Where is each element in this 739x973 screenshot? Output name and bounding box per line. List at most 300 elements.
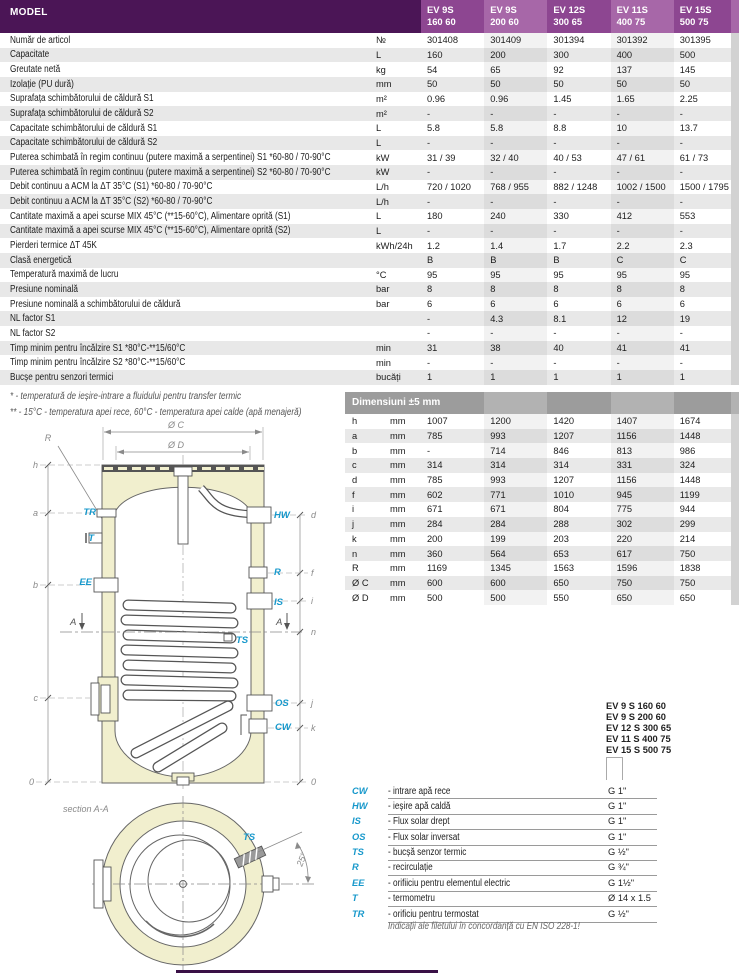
dim-label-k: k <box>311 723 316 733</box>
dimension-value: 944 <box>679 504 696 515</box>
cell-value: - <box>679 108 683 119</box>
dim-label-n: n <box>311 627 317 637</box>
table-edge <box>731 33 739 48</box>
cell-value: 882 / 1248 <box>553 181 598 192</box>
dimension-unit: mm <box>390 431 406 442</box>
table-row <box>0 150 739 165</box>
row-unit: L <box>376 225 382 236</box>
cell-value: 2.25 <box>679 93 698 104</box>
cell-value: 8 <box>679 284 685 295</box>
table-row <box>0 326 739 341</box>
row-label <box>0 137 376 148</box>
connection-size: G 1" <box>608 785 627 796</box>
connection-label-cw: CW <box>275 722 291 733</box>
dimension-value: 1407 <box>611 414 674 429</box>
dimension-value: 1448 <box>679 431 701 442</box>
table-edge <box>731 458 739 473</box>
dimension-value: 550 <box>553 592 569 603</box>
connection-description <box>388 909 499 920</box>
dimension-unit: mm <box>390 592 406 603</box>
row-label-text: Timp minim pentru încălzire S1 *80°C-**15/60°C <box>10 342 186 354</box>
connection-size: G ¾" <box>608 862 629 873</box>
dimension-value: 324 <box>679 460 696 471</box>
table-row <box>0 194 739 209</box>
cell-value: 95 <box>611 268 674 283</box>
dimension-letter: d <box>352 475 358 486</box>
dimension-row <box>345 517 739 532</box>
cell-value: 1.45 <box>553 93 572 104</box>
cell-value: 95 <box>427 269 438 280</box>
cell-value: 50 <box>679 79 691 90</box>
dimension-value: 1010 <box>553 489 575 500</box>
model-list-item: EV 11 S 400 75 <box>606 733 671 744</box>
cell-value: B <box>427 255 434 266</box>
table-row <box>0 121 739 136</box>
cell-value: 301395 <box>679 35 711 46</box>
row-unit: L <box>376 211 382 222</box>
connection-label-ts: TS <box>236 635 249 646</box>
cell-value: 50 <box>427 79 438 90</box>
cell-value: 41 <box>679 343 691 354</box>
dimension-value: 1169 <box>427 563 447 574</box>
spec-table-header <box>0 0 739 33</box>
cell-value: 31 / 39 <box>427 152 456 163</box>
table-edge <box>731 517 739 532</box>
connection-size: G ½" <box>608 847 629 858</box>
row-label <box>0 313 376 324</box>
dimension-row <box>345 414 739 429</box>
dimension-value: 653 <box>553 548 569 559</box>
dimension-value: 1200 <box>484 414 547 429</box>
cell-value: - <box>679 328 683 339</box>
dimension-value: 500 <box>484 590 547 605</box>
cell-value: 47 / 61 <box>611 150 674 165</box>
table-row <box>0 77 739 92</box>
cell-value: 31 <box>427 343 438 354</box>
model-list-item: EV 9 S 160 60 <box>606 701 666 711</box>
table-edge <box>731 502 739 517</box>
row-unit: L <box>376 49 382 60</box>
table-edge <box>731 487 739 502</box>
row-unit: L/h <box>376 181 389 192</box>
cell-value: 330 <box>553 211 569 222</box>
cell-value: - <box>553 196 557 207</box>
dim-label-oc: Ø C <box>167 420 185 430</box>
model-size: 500 75 <box>679 15 709 27</box>
cell-value: - <box>553 357 557 368</box>
cell-value: 301408 <box>427 35 459 46</box>
cell-value: 4.3 <box>484 311 547 326</box>
row-unit: m² <box>376 108 387 119</box>
table-edge <box>731 576 739 591</box>
row-label <box>0 108 376 119</box>
dimension-value: 813 <box>611 443 674 458</box>
dimension-value: 288 <box>553 519 569 530</box>
cell-value: 1002 / 1500 <box>611 180 674 195</box>
connection-description-text: - ieșire apă caldă <box>388 800 451 812</box>
cell-value: 8 <box>611 282 674 297</box>
row-label <box>0 343 376 354</box>
connection-description <box>388 878 537 889</box>
model-header-label: MODEL <box>10 7 48 18</box>
legend-row <box>345 892 657 907</box>
row-label-text: Pierderi termice ΔT 45K <box>10 240 97 252</box>
dimension-unit: mm <box>390 504 406 515</box>
dim-label-zero-right: 0 <box>311 777 317 787</box>
table-edge <box>731 238 739 253</box>
table-edge <box>731 136 739 151</box>
legend-row <box>345 815 657 830</box>
connection-description-text: - Flux solar drept <box>388 816 450 828</box>
row-label-text: Presiune nominală a schimbătorului de căldură <box>10 298 181 310</box>
cell-value: - <box>611 136 674 151</box>
cell-value: 400 <box>611 48 674 63</box>
row-label-text: Capacitate <box>10 49 50 61</box>
dimensions-title: Dimensiuni ±5 mm <box>345 392 484 414</box>
connection-description-text: - termometru <box>388 893 435 905</box>
table-row <box>0 282 739 297</box>
dimension-letter: a <box>352 431 358 442</box>
connection-code: OS <box>352 831 366 842</box>
connection-label-t: T <box>88 533 94 544</box>
dim-label-j: j <box>311 698 313 708</box>
section-label-ts: TS <box>243 832 256 843</box>
cell-value: 137 <box>611 62 674 77</box>
cell-value: 95 <box>553 269 564 280</box>
cell-value: - <box>553 328 557 339</box>
cell-value: 553 <box>679 211 696 222</box>
model-list-item: EV 15 S 500 75 <box>606 744 672 755</box>
connection-label-ee: EE <box>79 577 92 588</box>
cell-value: - <box>484 355 547 370</box>
table-edge <box>731 165 739 180</box>
cell-value: 12 <box>611 311 674 326</box>
row-label <box>0 196 376 207</box>
dimension-value: 993 <box>484 429 547 444</box>
row-unit: kg <box>376 64 386 75</box>
legend-row-body <box>388 846 657 861</box>
table-edge <box>731 561 739 576</box>
cell-value: 1.65 <box>611 92 674 107</box>
table-row <box>0 106 739 121</box>
dimension-value: 1156 <box>611 429 674 444</box>
cell-value: 95 <box>484 268 547 283</box>
connection-size: G 1½" <box>608 877 635 888</box>
section-marker-a-left: A <box>70 617 77 628</box>
table-edge <box>731 180 739 195</box>
cell-value: - <box>484 106 547 121</box>
legend-row <box>345 799 657 814</box>
model-column-header <box>421 0 484 33</box>
dim-label-od: Ø D <box>167 440 185 450</box>
dim-label-d: d <box>311 510 317 520</box>
model-size: 160 60 <box>427 15 456 27</box>
legend-row-body <box>388 830 657 845</box>
model-name: EV 12S <box>553 4 586 15</box>
dimension-value: 650 <box>553 577 569 588</box>
connection-code: HW <box>352 800 368 811</box>
dimension-unit: mm <box>390 489 406 500</box>
row-unit: min <box>376 343 391 354</box>
row-label <box>0 299 376 310</box>
table-edge <box>731 77 739 92</box>
dimension-value: 302 <box>611 517 674 532</box>
row-unit: L/h <box>376 196 389 207</box>
cell-value: - <box>553 167 557 178</box>
cell-value: - <box>553 108 557 119</box>
model-list-item: EV 9 S 200 60 <box>606 711 666 722</box>
row-label <box>0 64 376 75</box>
dim-label-h: h <box>32 460 38 470</box>
row-label <box>0 123 376 134</box>
table-row <box>0 209 739 224</box>
connection-code: T <box>352 893 358 904</box>
cell-value: 1.4 <box>484 238 547 253</box>
cell-value: - <box>427 137 431 148</box>
dim-label-a: a <box>32 508 38 518</box>
dimension-value: 600 <box>427 577 443 588</box>
model-list <box>606 701 671 756</box>
connection-code: R <box>352 862 359 873</box>
dimension-value: 775 <box>611 502 674 517</box>
dimension-value: 602 <box>427 489 443 500</box>
row-label-text: Puterea schimbată în regim continuu (putere maximă a serpentinei) S2 *60-80 / 70-90°C <box>10 166 331 178</box>
connection-description-text: - recirculație <box>388 862 433 874</box>
cell-value: 768 / 955 <box>484 180 547 195</box>
table-row <box>0 224 739 239</box>
row-label <box>0 152 376 163</box>
row-unit: °C <box>376 269 387 280</box>
dimension-row <box>345 546 739 561</box>
dimension-value: 1007 <box>427 416 448 427</box>
cell-value: 200 <box>484 48 547 63</box>
dimension-unit: mm <box>390 416 406 427</box>
dimension-row <box>345 532 739 547</box>
table-row <box>0 180 739 195</box>
dimension-value: 1420 <box>553 416 575 427</box>
dim-label-i: i <box>311 596 313 606</box>
dimension-value: 1345 <box>484 561 547 576</box>
connection-label-r: R <box>274 567 281 578</box>
spec-table-body <box>0 33 739 385</box>
cell-value: - <box>553 225 557 236</box>
table-row <box>0 165 739 180</box>
table-edge <box>731 0 739 33</box>
dimension-row <box>345 429 739 444</box>
cell-value: 5.8 <box>427 123 440 134</box>
dimension-value: 785 <box>427 431 443 442</box>
cell-value: - <box>427 167 431 178</box>
dimension-value: 220 <box>611 532 674 547</box>
row-unit: m² <box>376 93 387 104</box>
cell-value: - <box>679 225 683 236</box>
table-edge <box>731 121 739 136</box>
dimension-value: 650 <box>679 592 696 603</box>
row-label <box>0 269 376 280</box>
row-label <box>0 79 376 90</box>
legend-row <box>345 846 657 861</box>
table-row <box>0 268 739 283</box>
connection-size: G 1" <box>608 831 627 842</box>
table-edge <box>731 253 739 268</box>
dimension-letter: R <box>352 563 359 574</box>
cell-value: 160 <box>427 49 443 60</box>
connection-code: CW <box>352 785 368 796</box>
table-row <box>0 355 739 370</box>
connection-description-text: - orificiu pentru termostat <box>388 908 479 920</box>
model-size: 200 60 <box>490 15 519 27</box>
dimension-value: 846 <box>553 445 569 456</box>
dimension-value: 986 <box>679 445 696 456</box>
cell-value: - <box>484 136 547 151</box>
cell-value: 1 <box>427 372 433 383</box>
row-unit: bar <box>376 299 390 310</box>
cell-value: 32 / 40 <box>484 150 547 165</box>
dimension-value: 1563 <box>553 563 575 574</box>
cell-value: 10 <box>611 121 674 136</box>
row-unit: bar <box>376 284 390 295</box>
connection-description <box>388 832 475 843</box>
cell-value: 54 <box>427 64 438 75</box>
row-label-text: Greutate netă <box>10 64 61 76</box>
cell-value: - <box>427 313 431 324</box>
row-label-text: Cantitate maximă a apei scurse MIX 45°C (**15-60°C), Alimentare oprită (S2) <box>10 225 291 237</box>
cell-value: - <box>611 194 674 209</box>
row-label <box>0 240 376 251</box>
dimension-value: - <box>427 445 431 456</box>
cell-value: - <box>484 224 547 239</box>
row-unit: kW <box>376 167 390 178</box>
dim-label-r: R <box>44 433 52 443</box>
dimension-value: 314 <box>427 460 443 471</box>
dimension-unit: mm <box>390 460 406 471</box>
row-unit: min <box>376 357 391 368</box>
cell-value: 50 <box>611 77 674 92</box>
model-column-header <box>674 0 731 33</box>
dimension-letter: f <box>352 489 355 500</box>
row-label-text: Suprafața schimbătorului de căldură S2 <box>10 108 154 120</box>
angle-label: 25° <box>294 851 309 868</box>
table-row <box>0 297 739 312</box>
cell-value: 6 <box>484 297 547 312</box>
cell-value: 6 <box>553 299 559 310</box>
table-row <box>0 92 739 107</box>
dimension-unit: mm <box>390 519 406 530</box>
connection-description-text: - orifiiciu pentru elementul electric <box>388 877 511 889</box>
row-unit: kW <box>376 152 390 163</box>
dimension-letter: i <box>352 504 355 515</box>
table-edge <box>731 546 739 561</box>
row-label <box>0 181 376 192</box>
cell-value: 1500 / 1795 <box>679 181 729 192</box>
cell-value: 1 <box>679 372 685 383</box>
row-label-text: NL factor S2 <box>10 327 56 339</box>
dimension-value: 199 <box>484 532 547 547</box>
dimension-value: 1448 <box>679 475 701 486</box>
table-edge <box>731 443 739 458</box>
row-unit: bucăți <box>376 372 401 383</box>
cell-value: 8.8 <box>553 123 567 134</box>
table-edge <box>731 268 739 283</box>
dimension-row <box>345 576 739 591</box>
cell-value: - <box>427 196 431 207</box>
cell-value: - <box>611 165 674 180</box>
model-name: EV 15S <box>679 4 712 15</box>
cell-value: 13.7 <box>679 123 698 134</box>
cell-value: - <box>679 357 683 368</box>
table-edge <box>731 326 739 341</box>
dimension-value: 1838 <box>679 563 701 574</box>
dimension-value: 331 <box>611 458 674 473</box>
dimension-row <box>345 561 739 576</box>
connection-description <box>388 786 464 797</box>
row-label-text: Debit continuu a ACM la ΔT 35°C (S2) *60-80 / 70-90°C <box>10 196 213 208</box>
model-name: EV 9S <box>427 4 454 15</box>
table-row <box>0 136 739 151</box>
dimension-value: 360 <box>427 548 443 559</box>
dimension-value: 714 <box>484 443 547 458</box>
cell-value: 19 <box>679 313 691 324</box>
table-edge <box>731 92 739 107</box>
dimension-unit: mm <box>390 548 406 559</box>
table-edge <box>731 341 739 356</box>
cell-value: 1.7 <box>553 240 567 251</box>
row-unit: L <box>376 123 382 134</box>
dim-label-c: c <box>33 693 38 703</box>
cell-value: 0.96 <box>484 92 547 107</box>
connection-description <box>388 847 484 858</box>
dimensions-table <box>345 392 739 605</box>
row-label-text: Izolație (PU dură) <box>10 78 74 90</box>
model-name: EV 9S <box>490 4 517 15</box>
cell-value: - <box>611 106 674 121</box>
row-label <box>0 49 376 60</box>
dimension-unit: mm <box>390 475 406 486</box>
dimension-value: 1156 <box>611 473 674 488</box>
dimension-value: 804 <box>553 504 569 515</box>
dimension-value: 750 <box>679 577 696 588</box>
cell-value: 301409 <box>484 33 547 48</box>
row-label-text: Timp minim pentru încălzire S2 *80°C-**15/60°C <box>10 357 186 369</box>
cell-value: 50 <box>484 77 547 92</box>
table-edge <box>731 62 739 77</box>
connection-description <box>388 893 445 904</box>
row-label-text: Bucșe pentru senzori termici <box>10 371 114 383</box>
dimension-value: 945 <box>611 487 674 502</box>
spec-table <box>0 0 739 385</box>
dimensions-table-body <box>345 414 739 605</box>
model-name: EV 11S <box>616 4 648 15</box>
dimension-value: 617 <box>611 546 674 561</box>
table-edge <box>731 414 739 429</box>
connection-size: Ø 14 x 1.5 <box>608 893 651 904</box>
section-title: section A-A <box>63 804 109 814</box>
cell-value: 40 / 53 <box>553 152 582 163</box>
cell-value: 6 <box>427 299 433 310</box>
dimension-value: 299 <box>679 519 696 530</box>
cell-value: 1 <box>484 370 547 385</box>
cell-value: 240 <box>484 209 547 224</box>
cell-value: - <box>484 165 547 180</box>
connection-code: TS <box>352 847 364 858</box>
dimension-letter: c <box>352 460 357 471</box>
dimension-value: 284 <box>484 517 547 532</box>
cell-value: 8 <box>484 282 547 297</box>
cell-value: C <box>679 255 687 266</box>
table-row <box>0 62 739 77</box>
dimension-value: 671 <box>484 502 547 517</box>
cell-value: - <box>611 355 674 370</box>
